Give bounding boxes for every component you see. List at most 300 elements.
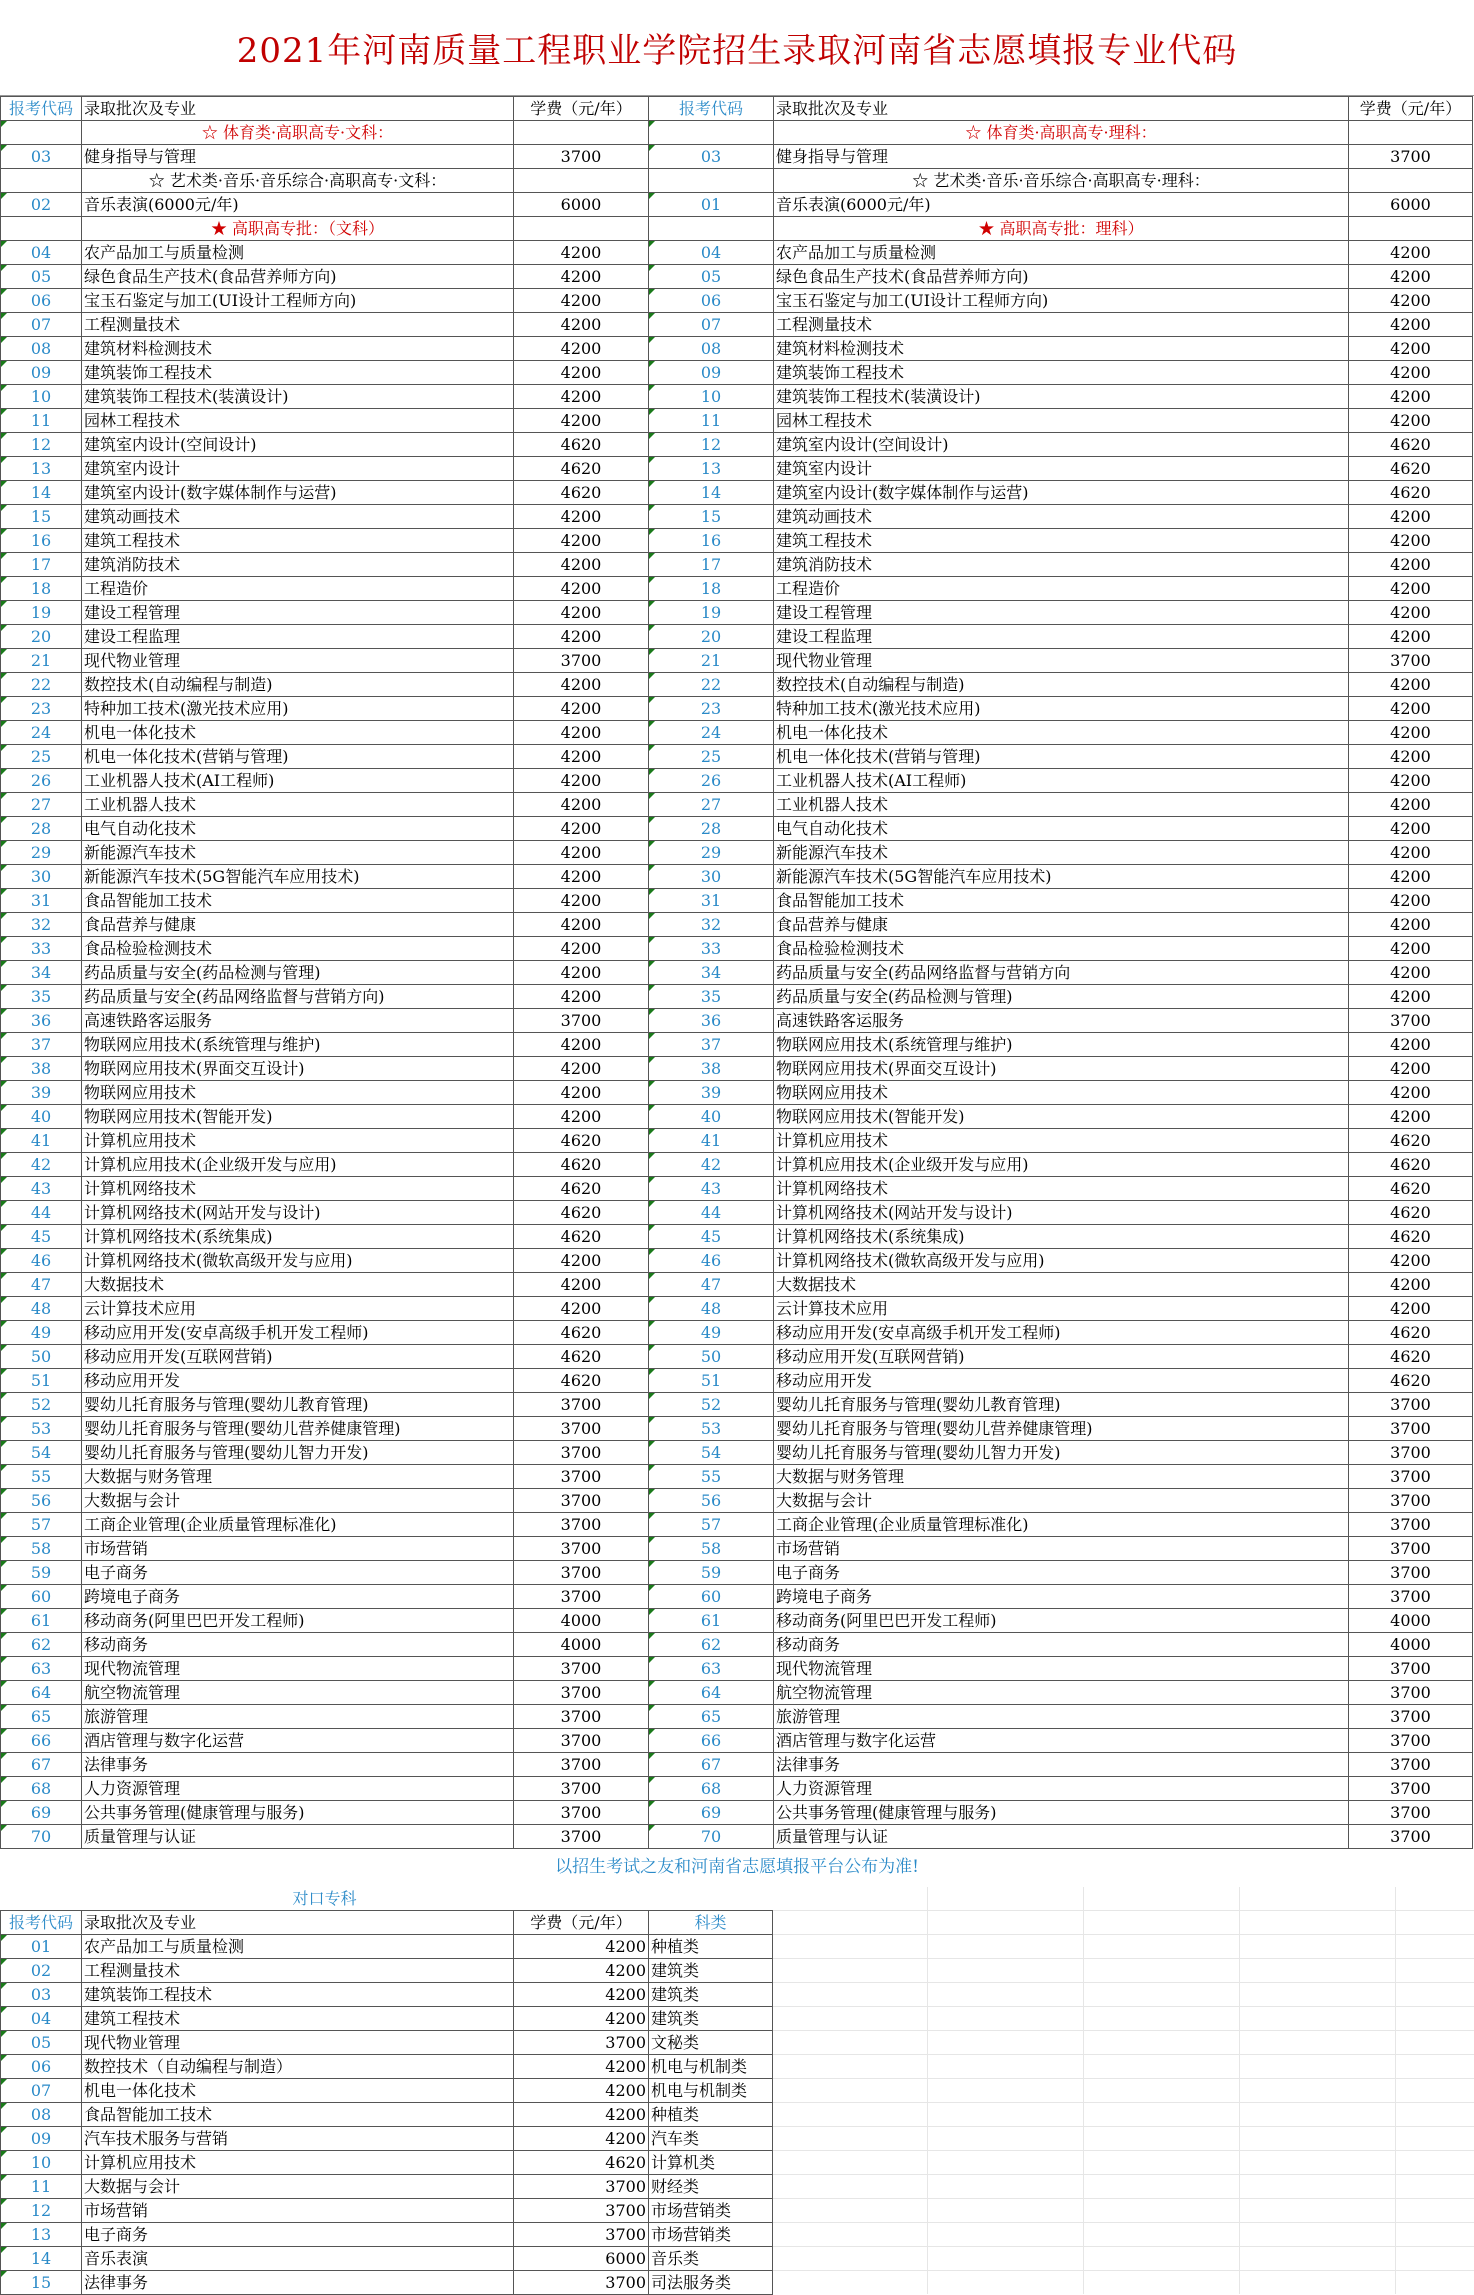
fee-cell: 4620 (1349, 433, 1473, 457)
table-row (1, 745, 649, 769)
major-cell: 农产品加工与质量检测 (82, 241, 514, 265)
code-cell: 13 (649, 457, 774, 481)
fee-cell: 4200 (1349, 889, 1473, 913)
fee-cell: 4620 (514, 1225, 649, 1249)
major-cell: 机电一体化技术 (82, 2079, 514, 2103)
table-row (1, 2247, 773, 2271)
table-row (1, 1561, 649, 1585)
fee-cell: 3700 (1349, 1657, 1473, 1681)
table-row (1, 2103, 773, 2127)
table-row (649, 1681, 1473, 1705)
fee-cell: 3700 (514, 1465, 649, 1489)
major-cell: 特种加工技术(激光技术应用) (82, 697, 514, 721)
table-row (649, 1297, 1473, 1321)
table-row (1, 289, 649, 313)
code-cell: 44 (1, 1201, 82, 1225)
major-header: 录取批次及专业 (82, 97, 514, 121)
table-row (1, 553, 649, 577)
code-cell: 27 (649, 793, 774, 817)
code-cell: 10 (1, 385, 82, 409)
major-cell: 音乐表演 (82, 2247, 514, 2271)
caption-row (1, 1887, 773, 1911)
table-row (1, 1081, 649, 1105)
code-cell: 29 (649, 841, 774, 865)
fee-cell: 4200 (514, 385, 649, 409)
table-row (649, 505, 1473, 529)
fee-cell: 4200 (514, 937, 649, 961)
table-row (649, 1393, 1473, 1417)
table-row (649, 1657, 1473, 1681)
major-header: 录取批次及专业 (774, 97, 1349, 121)
fee-cell: 3700 (514, 1681, 649, 1705)
fee-cell: 4200 (514, 601, 649, 625)
code-cell: 01 (1, 1935, 82, 1959)
table-row (649, 601, 1473, 625)
table-row (649, 1249, 1473, 1273)
table-row (649, 265, 1473, 289)
fee-cell: 4200 (514, 2055, 649, 2079)
code-cell: 39 (649, 1081, 774, 1105)
source-note: 以招生考试之友和河南省志愿填报平台公布为准! (555, 1857, 919, 1877)
major-cell: 工商企业管理(企业质量管理标准化) (82, 1513, 514, 1537)
fee-cell: 4200 (514, 697, 649, 721)
fee-cell: 3700 (1349, 145, 1473, 169)
table-row (649, 1369, 1473, 1393)
fee-cell: 4200 (514, 361, 649, 385)
fee-cell: 3700 (514, 1441, 649, 1465)
major-cell: 电气自动化技术 (774, 817, 1349, 841)
fee-cell: 4620 (514, 433, 649, 457)
major-cell: 航空物流管理 (82, 1681, 514, 1705)
major-cell: 数控技术（自动编程与制造） (82, 2055, 514, 2079)
table-row (649, 865, 1473, 889)
major-cell: 市场营销 (82, 1537, 514, 1561)
table-row (649, 1201, 1473, 1225)
table-row (1, 865, 649, 889)
major-cell: 物联网应用技术 (774, 1081, 1349, 1105)
table-row (1, 673, 649, 697)
code-cell: 65 (1, 1705, 82, 1729)
code-cell: 48 (649, 1297, 774, 1321)
code-cell: 07 (1, 313, 82, 337)
code-cell: 12 (1, 433, 82, 457)
table-row (1, 1249, 649, 1273)
fee-cell: 4620 (1349, 1345, 1473, 1369)
code-cell: 57 (1, 1513, 82, 1537)
code-cell: 30 (649, 865, 774, 889)
section-row (1, 121, 649, 145)
code-cell: 16 (649, 529, 774, 553)
table-row (649, 1705, 1473, 1729)
code-cell: 62 (649, 1633, 774, 1657)
empty-cell (1, 169, 82, 193)
table-row (1, 2079, 773, 2103)
category-cell: 计算机类 (649, 2151, 773, 2175)
code-cell: 56 (649, 1489, 774, 1513)
major-cell: 旅游管理 (774, 1705, 1349, 1729)
fee-cell: 3700 (1349, 1441, 1473, 1465)
major-cell: 婴幼儿托育服务与管理(婴幼儿营养健康管理) (774, 1417, 1349, 1441)
major-cell: 农产品加工与质量检测 (82, 1935, 514, 1959)
major-cell: 大数据技术 (774, 1273, 1349, 1297)
major-cell: 园林工程技术 (82, 409, 514, 433)
code-cell: 23 (1, 697, 82, 721)
code-cell: 55 (1, 1465, 82, 1489)
table-row (1, 1201, 649, 1225)
major-cell: 建筑室内设计(数字媒体制作与运营) (774, 481, 1349, 505)
code-cell: 14 (1, 481, 82, 505)
fee-cell: 4200 (1349, 505, 1473, 529)
major-cell: 建筑装饰工程技术(装潢设计) (82, 385, 514, 409)
category-cell: 汽车类 (649, 2127, 773, 2151)
table-row (649, 577, 1473, 601)
major-cell: 建筑动画技术 (82, 505, 514, 529)
code-cell: 35 (1, 985, 82, 1009)
fee-cell: 4000 (1349, 1609, 1473, 1633)
code-header: 报考代码 (1, 1911, 82, 1935)
table-row (1, 1033, 649, 1057)
table-row (1, 361, 649, 385)
code-cell: 64 (1, 1681, 82, 1705)
major-cell: 机电一体化技术(营销与管理) (774, 745, 1349, 769)
major-cell: 工程测量技术 (774, 313, 1349, 337)
table-row (649, 289, 1473, 313)
fee-cell: 4200 (514, 865, 649, 889)
code-cell: 14 (1, 2247, 82, 2271)
fee-cell: 4200 (1349, 961, 1473, 985)
code-cell: 10 (649, 385, 774, 409)
code-cell: 50 (1, 1345, 82, 1369)
major-cell: 建筑材料检测技术 (774, 337, 1349, 361)
fee-cell: 4200 (1349, 337, 1473, 361)
fee-cell: 4200 (514, 1081, 649, 1105)
major-cell: 工业机器人技术 (774, 793, 1349, 817)
fee-cell: 4200 (1349, 409, 1473, 433)
table-row (1, 1983, 773, 2007)
major-cell: 物联网应用技术 (82, 1081, 514, 1105)
table-row (1, 889, 649, 913)
code-cell: 26 (1, 769, 82, 793)
vocational-caption: 对口专科 (1, 1887, 649, 1911)
major-cell: 移动商务 (774, 1633, 1349, 1657)
table-row (1, 433, 649, 457)
code-cell: 05 (1, 2031, 82, 2055)
fee-cell: 4200 (514, 625, 649, 649)
fee-cell: 4620 (514, 1177, 649, 1201)
table-row (1, 145, 649, 169)
code-cell: 46 (649, 1249, 774, 1273)
major-cell: 移动应用开发(安卓高级手机开发工程师) (774, 1321, 1349, 1345)
table-row (649, 1801, 1473, 1825)
section-row (649, 121, 1473, 145)
table-row (649, 793, 1473, 817)
code-cell: 63 (1, 1657, 82, 1681)
code-cell: 36 (649, 1009, 774, 1033)
code-cell: 31 (1, 889, 82, 913)
table-row (649, 889, 1473, 913)
code-cell: 15 (649, 505, 774, 529)
table-row (1, 1489, 649, 1513)
major-cell: 农产品加工与质量检测 (774, 241, 1349, 265)
code-cell: 08 (1, 2103, 82, 2127)
major-cell: 计算机应用技术(企业级开发与应用) (774, 1153, 1349, 1177)
category-cell: 种植类 (649, 1935, 773, 1959)
liberal-arts-table (0, 96, 649, 1849)
table-row (1, 1753, 649, 1777)
fee-cell: 4200 (1349, 361, 1473, 385)
major-cell: 云计算技术应用 (82, 1297, 514, 1321)
code-cell: 55 (649, 1465, 774, 1489)
major-cell: 物联网应用技术(智能开发) (82, 1105, 514, 1129)
major-cell: 移动应用开发(安卓高级手机开发工程师) (82, 1321, 514, 1345)
table-row (649, 481, 1473, 505)
fee-cell: 4200 (514, 529, 649, 553)
major-cell: 物联网应用技术(系统管理与维护) (774, 1033, 1349, 1057)
code-cell: 68 (649, 1777, 774, 1801)
table-row (1, 1441, 649, 1465)
fee-cell: 3700 (514, 1825, 649, 1849)
table-row (649, 697, 1473, 721)
table-row (649, 1081, 1473, 1105)
major-cell: 现代物业管理 (82, 649, 514, 673)
code-cell: 13 (1, 2223, 82, 2247)
table-row (649, 721, 1473, 745)
category-cell: 财经类 (649, 2175, 773, 2199)
table-row (1, 409, 649, 433)
code-cell: 08 (1, 337, 82, 361)
major-cell: 建筑装饰工程技术 (82, 1983, 514, 2007)
code-cell: 11 (1, 409, 82, 433)
table-row (1, 769, 649, 793)
major-cell: 大数据与财务管理 (774, 1465, 1349, 1489)
major-cell: 移动商务(阿里巴巴开发工程师) (774, 1609, 1349, 1633)
table-row (649, 745, 1473, 769)
code-cell: 58 (1, 1537, 82, 1561)
code-cell: 18 (649, 577, 774, 601)
table-row (1, 1345, 649, 1369)
code-cell: 38 (1, 1057, 82, 1081)
major-cell: 药品质量与安全(药品网络监督与营销方向) (82, 985, 514, 1009)
table-row (1, 1009, 649, 1033)
table-row (1, 193, 649, 217)
major-cell: 婴幼儿托育服务与管理(婴幼儿智力开发) (774, 1441, 1349, 1465)
major-cell: 物联网应用技术(系统管理与维护) (82, 1033, 514, 1057)
table-row (649, 1729, 1473, 1753)
table-row (1, 1513, 649, 1537)
category-cell: 机电与机制类 (649, 2055, 773, 2079)
empty-cell (1349, 169, 1473, 193)
major-cell: 食品营养与健康 (774, 913, 1349, 937)
code-cell: 33 (1, 937, 82, 961)
fee-cell: 4200 (1349, 721, 1473, 745)
fee-cell: 4620 (1349, 1321, 1473, 1345)
fee-cell: 3700 (1349, 1465, 1473, 1489)
major-cell: 法律事务 (82, 2271, 514, 2295)
major-cell: 建筑室内设计 (774, 457, 1349, 481)
fee-cell: 3700 (1349, 1729, 1473, 1753)
table-row (1, 2151, 773, 2175)
major-cell: 质量管理与认证 (774, 1825, 1349, 1849)
table-row (1, 697, 649, 721)
code-cell: 61 (1, 1609, 82, 1633)
major-cell: 大数据技术 (82, 1273, 514, 1297)
table-row (649, 1513, 1473, 1537)
fee-cell: 4620 (1349, 481, 1473, 505)
fee-cell: 3700 (1349, 1801, 1473, 1825)
table-row (1, 841, 649, 865)
fee-cell: 4620 (514, 1201, 649, 1225)
fee-cell: 4620 (514, 1321, 649, 1345)
code-cell: 32 (1, 913, 82, 937)
major-cell: 计算机应用技术 (82, 2151, 514, 2175)
table-row (649, 1561, 1473, 1585)
code-cell: 37 (1, 1033, 82, 1057)
fee-cell: 4200 (1349, 1273, 1473, 1297)
fee-cell: 4200 (514, 2103, 649, 2127)
code-cell: 15 (1, 505, 82, 529)
code-cell: 43 (649, 1177, 774, 1201)
major-cell: 工程测量技术 (82, 1959, 514, 1983)
code-cell (1, 121, 82, 145)
major-cell: 音乐表演(6000元/年) (82, 193, 514, 217)
fee-cell: 3700 (514, 1561, 649, 1585)
category-cell: 建筑类 (649, 1983, 773, 2007)
code-cell: 07 (649, 313, 774, 337)
code-cell: 04 (649, 241, 774, 265)
table-row (1, 2271, 773, 2295)
fee-cell: 4200 (1349, 553, 1473, 577)
table-row (1, 241, 649, 265)
fee-cell: 4620 (1349, 1201, 1473, 1225)
fee-cell: 4200 (514, 985, 649, 1009)
major-cell: 建筑室内设计(空间设计) (774, 433, 1349, 457)
code-cell: 59 (1, 1561, 82, 1585)
fee-cell: 4200 (1349, 625, 1473, 649)
major-cell: 建筑工程技术 (82, 529, 514, 553)
fee-cell: 4200 (1349, 577, 1473, 601)
fee-cell: 4200 (1349, 1297, 1473, 1321)
code-cell: 12 (1, 2199, 82, 2223)
empty-cell (514, 217, 649, 241)
major-cell: 绿色食品生产技术(食品营养师方向) (774, 265, 1349, 289)
table-row (1, 1057, 649, 1081)
major-cell: 现代物流管理 (82, 1657, 514, 1681)
table-row (649, 841, 1473, 865)
code-cell: 04 (1, 241, 82, 265)
major-cell: 酒店管理与数字化运营 (774, 1729, 1349, 1753)
code-cell: 21 (1, 649, 82, 673)
fee-cell: 3700 (1349, 1705, 1473, 1729)
fee-cell: 4200 (514, 2007, 649, 2031)
table-row (649, 433, 1473, 457)
table-row (1, 529, 649, 553)
science-table (648, 96, 1473, 1849)
major-cell: 园林工程技术 (774, 409, 1349, 433)
table-row (1, 385, 649, 409)
table-row (649, 1417, 1473, 1441)
table-row (649, 625, 1473, 649)
major-cell: 跨境电子商务 (82, 1585, 514, 1609)
table-row (1, 337, 649, 361)
table-row (1, 817, 649, 841)
fee-cell: 4200 (514, 793, 649, 817)
major-cell: 计算机应用技术 (82, 1129, 514, 1153)
code-cell: 18 (1, 577, 82, 601)
fee-cell: 4200 (1349, 745, 1473, 769)
table-row (1, 457, 649, 481)
category-cell: 音乐类 (649, 2247, 773, 2271)
code-cell: 22 (649, 673, 774, 697)
fee-cell: 4620 (1349, 1177, 1473, 1201)
empty-cell (1349, 121, 1473, 145)
code-cell: 46 (1, 1249, 82, 1273)
fee-cell: 4200 (1349, 1105, 1473, 1129)
fee-cell: 3700 (514, 2271, 649, 2295)
major-cell: 建筑室内设计 (82, 457, 514, 481)
code-cell: 59 (649, 1561, 774, 1585)
code-cell: 52 (1, 1393, 82, 1417)
code-cell: 12 (649, 433, 774, 457)
major-cell: 建筑工程技术 (774, 529, 1349, 553)
code-cell: 67 (649, 1753, 774, 1777)
table-row (1, 913, 649, 937)
section-title-main: ★ 高职高专批：理科） (774, 217, 1349, 241)
code-cell: 42 (649, 1153, 774, 1177)
fee-cell: 4200 (514, 1935, 649, 1959)
code-cell: 62 (1, 1633, 82, 1657)
table-row (1, 1369, 649, 1393)
code-cell (649, 121, 774, 145)
major-cell: 音乐表演(6000元/年) (774, 193, 1349, 217)
major-cell: 移动应用开发 (774, 1369, 1349, 1393)
code-cell: 54 (649, 1441, 774, 1465)
table-row (1, 1825, 649, 1849)
fee-cell: 4200 (514, 913, 649, 937)
table-row (649, 361, 1473, 385)
major-cell: 大数据与财务管理 (82, 1465, 514, 1489)
fee-cell: 4620 (514, 2151, 649, 2175)
code-cell: 33 (649, 937, 774, 961)
fee-cell: 4200 (1349, 841, 1473, 865)
table-row (1, 1729, 649, 1753)
fee-cell: 3700 (514, 1393, 649, 1417)
code-cell: 07 (1, 2079, 82, 2103)
major-cell: 酒店管理与数字化运营 (82, 1729, 514, 1753)
table-row (649, 1129, 1473, 1153)
table-row (1, 2007, 773, 2031)
table-row (649, 1345, 1473, 1369)
code-cell: 63 (649, 1657, 774, 1681)
code-cell: 22 (1, 673, 82, 697)
fee-cell: 4200 (514, 505, 649, 529)
fee-cell: 4200 (1349, 697, 1473, 721)
fee-cell: 4200 (514, 817, 649, 841)
major-cell: 工业机器人技术 (82, 793, 514, 817)
fee-cell: 3700 (514, 1729, 649, 1753)
major-cell: 建筑装饰工程技术(装潢设计) (774, 385, 1349, 409)
code-cell: 43 (1, 1177, 82, 1201)
major-cell: 药品质量与安全(药品检测与管理) (82, 961, 514, 985)
table-row (1, 2055, 773, 2079)
code-cell: 69 (649, 1801, 774, 1825)
code-cell: 49 (649, 1321, 774, 1345)
empty-cell (649, 1887, 773, 1911)
empty-sheet-grid (772, 1887, 1474, 2294)
major-cell: 数控技术(自动编程与制造) (774, 673, 1349, 697)
code-cell: 04 (1, 2007, 82, 2031)
category-cell: 种植类 (649, 2103, 773, 2127)
fee-cell: 4200 (514, 721, 649, 745)
